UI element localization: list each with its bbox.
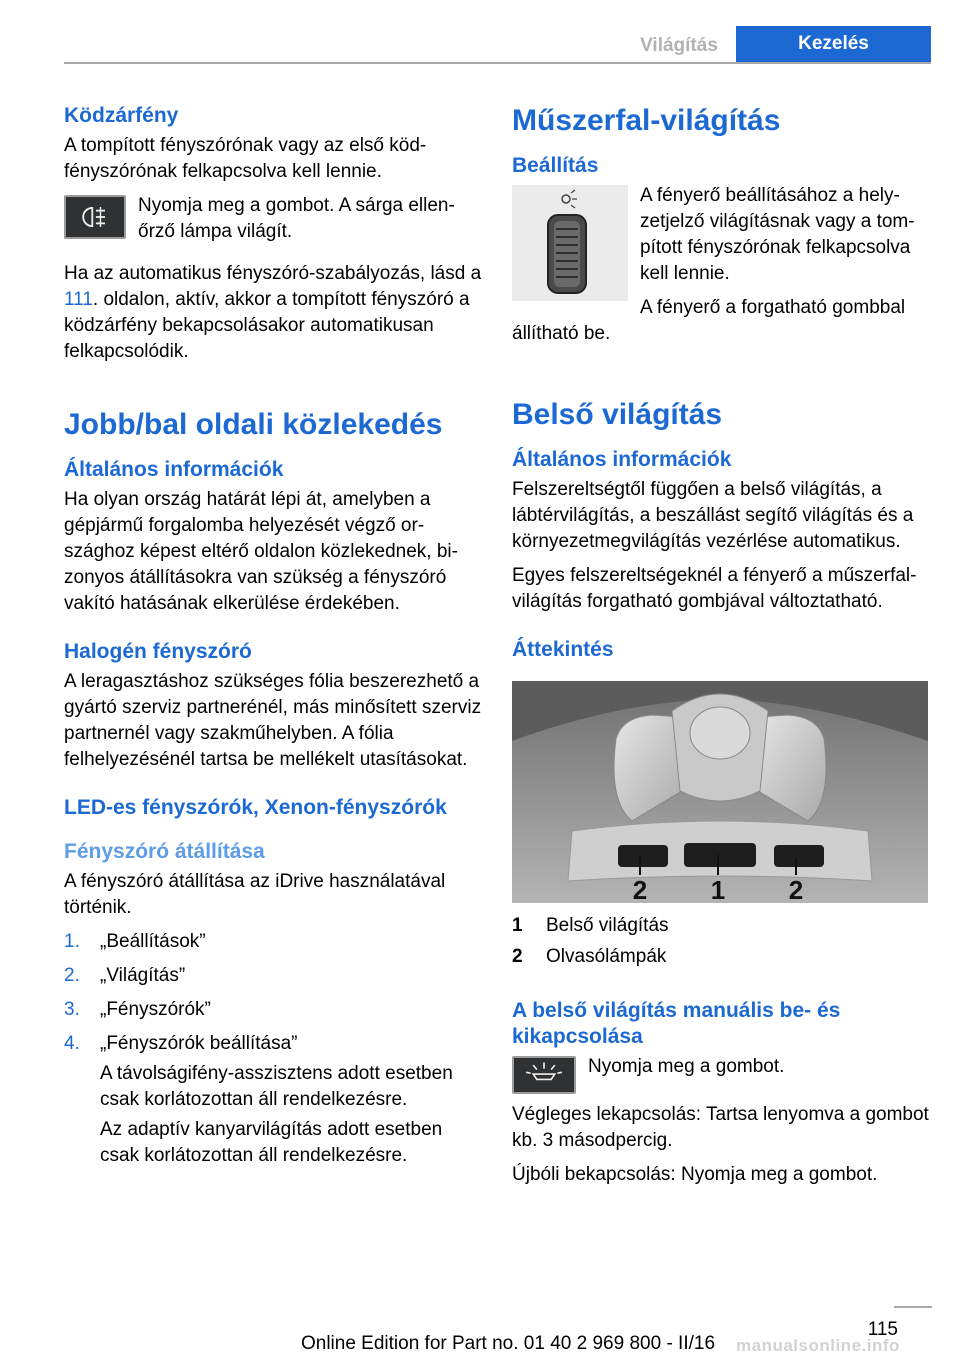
fog-button-row <box>64 193 484 253</box>
headlight-adjust-heading: Fényszóró átállítása <box>64 840 265 863</box>
page-number: 115 <box>867 1319 898 1340</box>
steps-list <box>64 929 484 1169</box>
traffic-general-paragraph: Ha olyan ország határát lépi át, amelyben a gépjármű forgalomba helyezését végző országhoz képest eltérő oldalon közlekednek, bizonyos átállításokra van szükség a fényszóró vakító hatásának elkerülése érdekében. <box>64 489 458 614</box>
rear-fog-light-button-icon <box>64 195 126 239</box>
setting-paragraph-1: A fényerő beállításához a helyzetjelző világításnak vagy a tompított fényszórónak felkapcsolva kell lennie. <box>640 185 915 284</box>
list-item: 1. „Beállítások” <box>64 931 206 952</box>
watermark: manualsonline.info <box>736 1336 900 1355</box>
legend-item: 2 Olvasólámpák <box>512 946 667 967</box>
step4-note-2: Az adaptív kanyarvilágítás adott esetben csak korlátozottan áll rendelkezésre. <box>100 1119 443 1166</box>
edition-footer: Online Edition for Part no. 01 40 2 969 800 - II/16 <box>300 1333 716 1354</box>
fog-button-text: Nyomja meg a gombot. A sárga ellenőrző lámpa világít. <box>138 195 455 242</box>
halogen-heading: Halogén fényszóró <box>64 640 252 663</box>
manual-paragraph-1: Végleges lekapcsolás: Tartsa lenyomva a gombot kb. 3 másodpercig. <box>512 1104 929 1151</box>
general-info-heading-left: Általános információk <box>64 458 284 481</box>
legend-item: 1 Belső világítás <box>512 915 669 936</box>
manual-paragraph-2: Újbóli bekapcsolás: Nyomja meg a gombot. <box>512 1164 878 1185</box>
dashboard-lighting-heading: Műszerfal-világítás <box>512 104 781 137</box>
interior-button-row <box>512 1054 932 1094</box>
general-info-heading-right: Általános információk <box>512 448 732 471</box>
interior-button-text: Nyomja meg a gombot. <box>588 1056 785 1077</box>
list-item: 2. „Világítás” <box>64 965 186 986</box>
photo-legend <box>512 913 932 970</box>
left-column <box>64 103 484 1177</box>
section-tab: Kezelés <box>736 26 931 62</box>
photo-label-left: 2 <box>632 875 648 903</box>
interior-general-paragraph-2: Egyes felszereltségeknél a fényerő a műszerfal-világítás forgatható gombjával változtatható. <box>512 565 917 612</box>
dimmer-wheel-icon <box>512 185 628 301</box>
fog-light-heading: Ködzárfény <box>64 104 179 127</box>
interior-light-photo <box>512 681 928 903</box>
interior-lighting-heading: Belső világítás <box>512 398 723 431</box>
traffic-side-heading: Jobb/bal oldali közlekedés <box>64 408 443 441</box>
fog-auto-paragraph: Ha az automatikus fényszóró-szabályozás, lásd a 111. oldalon, aktív, akkor a tompított fényszóró a ködzárfény bekapcsolásakor automatikusan felkapcsolódik. <box>64 263 482 362</box>
header-rule <box>64 62 931 64</box>
interior-general-paragraph-1: Felszereltségtől függően a belső világítás, a lábtérvilágítás, a beszállást segítő világítás és a környezetmegvilágítás vezérlése automatikus. <box>512 479 914 552</box>
step4-note-1: A távolságifény-asszisztens adott esetben csak korlátozottan áll rendelkezésre. <box>100 1063 453 1110</box>
photo-label-right: 2 <box>788 875 804 903</box>
list-item: 4. „Fényszórók beállítása” A távolságifény-asszisztens adott esetben csak korlátozottan áll rendelkezésre. Az adaptív kanyarvilágítás adott esetben csak korlátozottan áll rendelkezésre. <box>64 1031 484 1169</box>
manual-switch-heading: A belső világítás manuális be- és kikapcsolása <box>512 999 841 1048</box>
page-link-111[interactable]: 111 <box>64 289 93 310</box>
right-column <box>512 103 932 1196</box>
chapter-tab: Világítás <box>640 35 718 56</box>
list-item: 3. „Fényszórók” <box>64 999 211 1020</box>
photo-label-center: 1 <box>710 875 726 903</box>
overview-heading: Áttekintés <box>512 638 614 661</box>
interior-light-button-icon <box>512 1056 576 1094</box>
dimmer-row <box>512 183 932 355</box>
headlight-adjust-paragraph: A fényszóró átállítása az iDrive használatával történik. <box>64 871 446 918</box>
setting-paragraph-2: A fényerő a forgatható gombbal állítható be. <box>512 297 906 344</box>
setting-heading: Beállítás <box>512 154 599 177</box>
fog-light-paragraph: A tompított fényszórónak vagy az első ködfényszórónak felkapcsolva kell lennie. <box>64 135 427 182</box>
halogen-paragraph: A leragasztáshoz szükséges fólia beszerezhető a gyártó szerviz partnerénél, más minősített szerviz partnernél vagy szakműhelyben. A fólia felhelyezésénél tartsa be mellékelt utasításokat. <box>64 671 482 770</box>
footer-rule <box>894 1306 932 1308</box>
led-xenon-heading: LED-es fényszórók, Xenon-fényszórók <box>64 796 447 819</box>
